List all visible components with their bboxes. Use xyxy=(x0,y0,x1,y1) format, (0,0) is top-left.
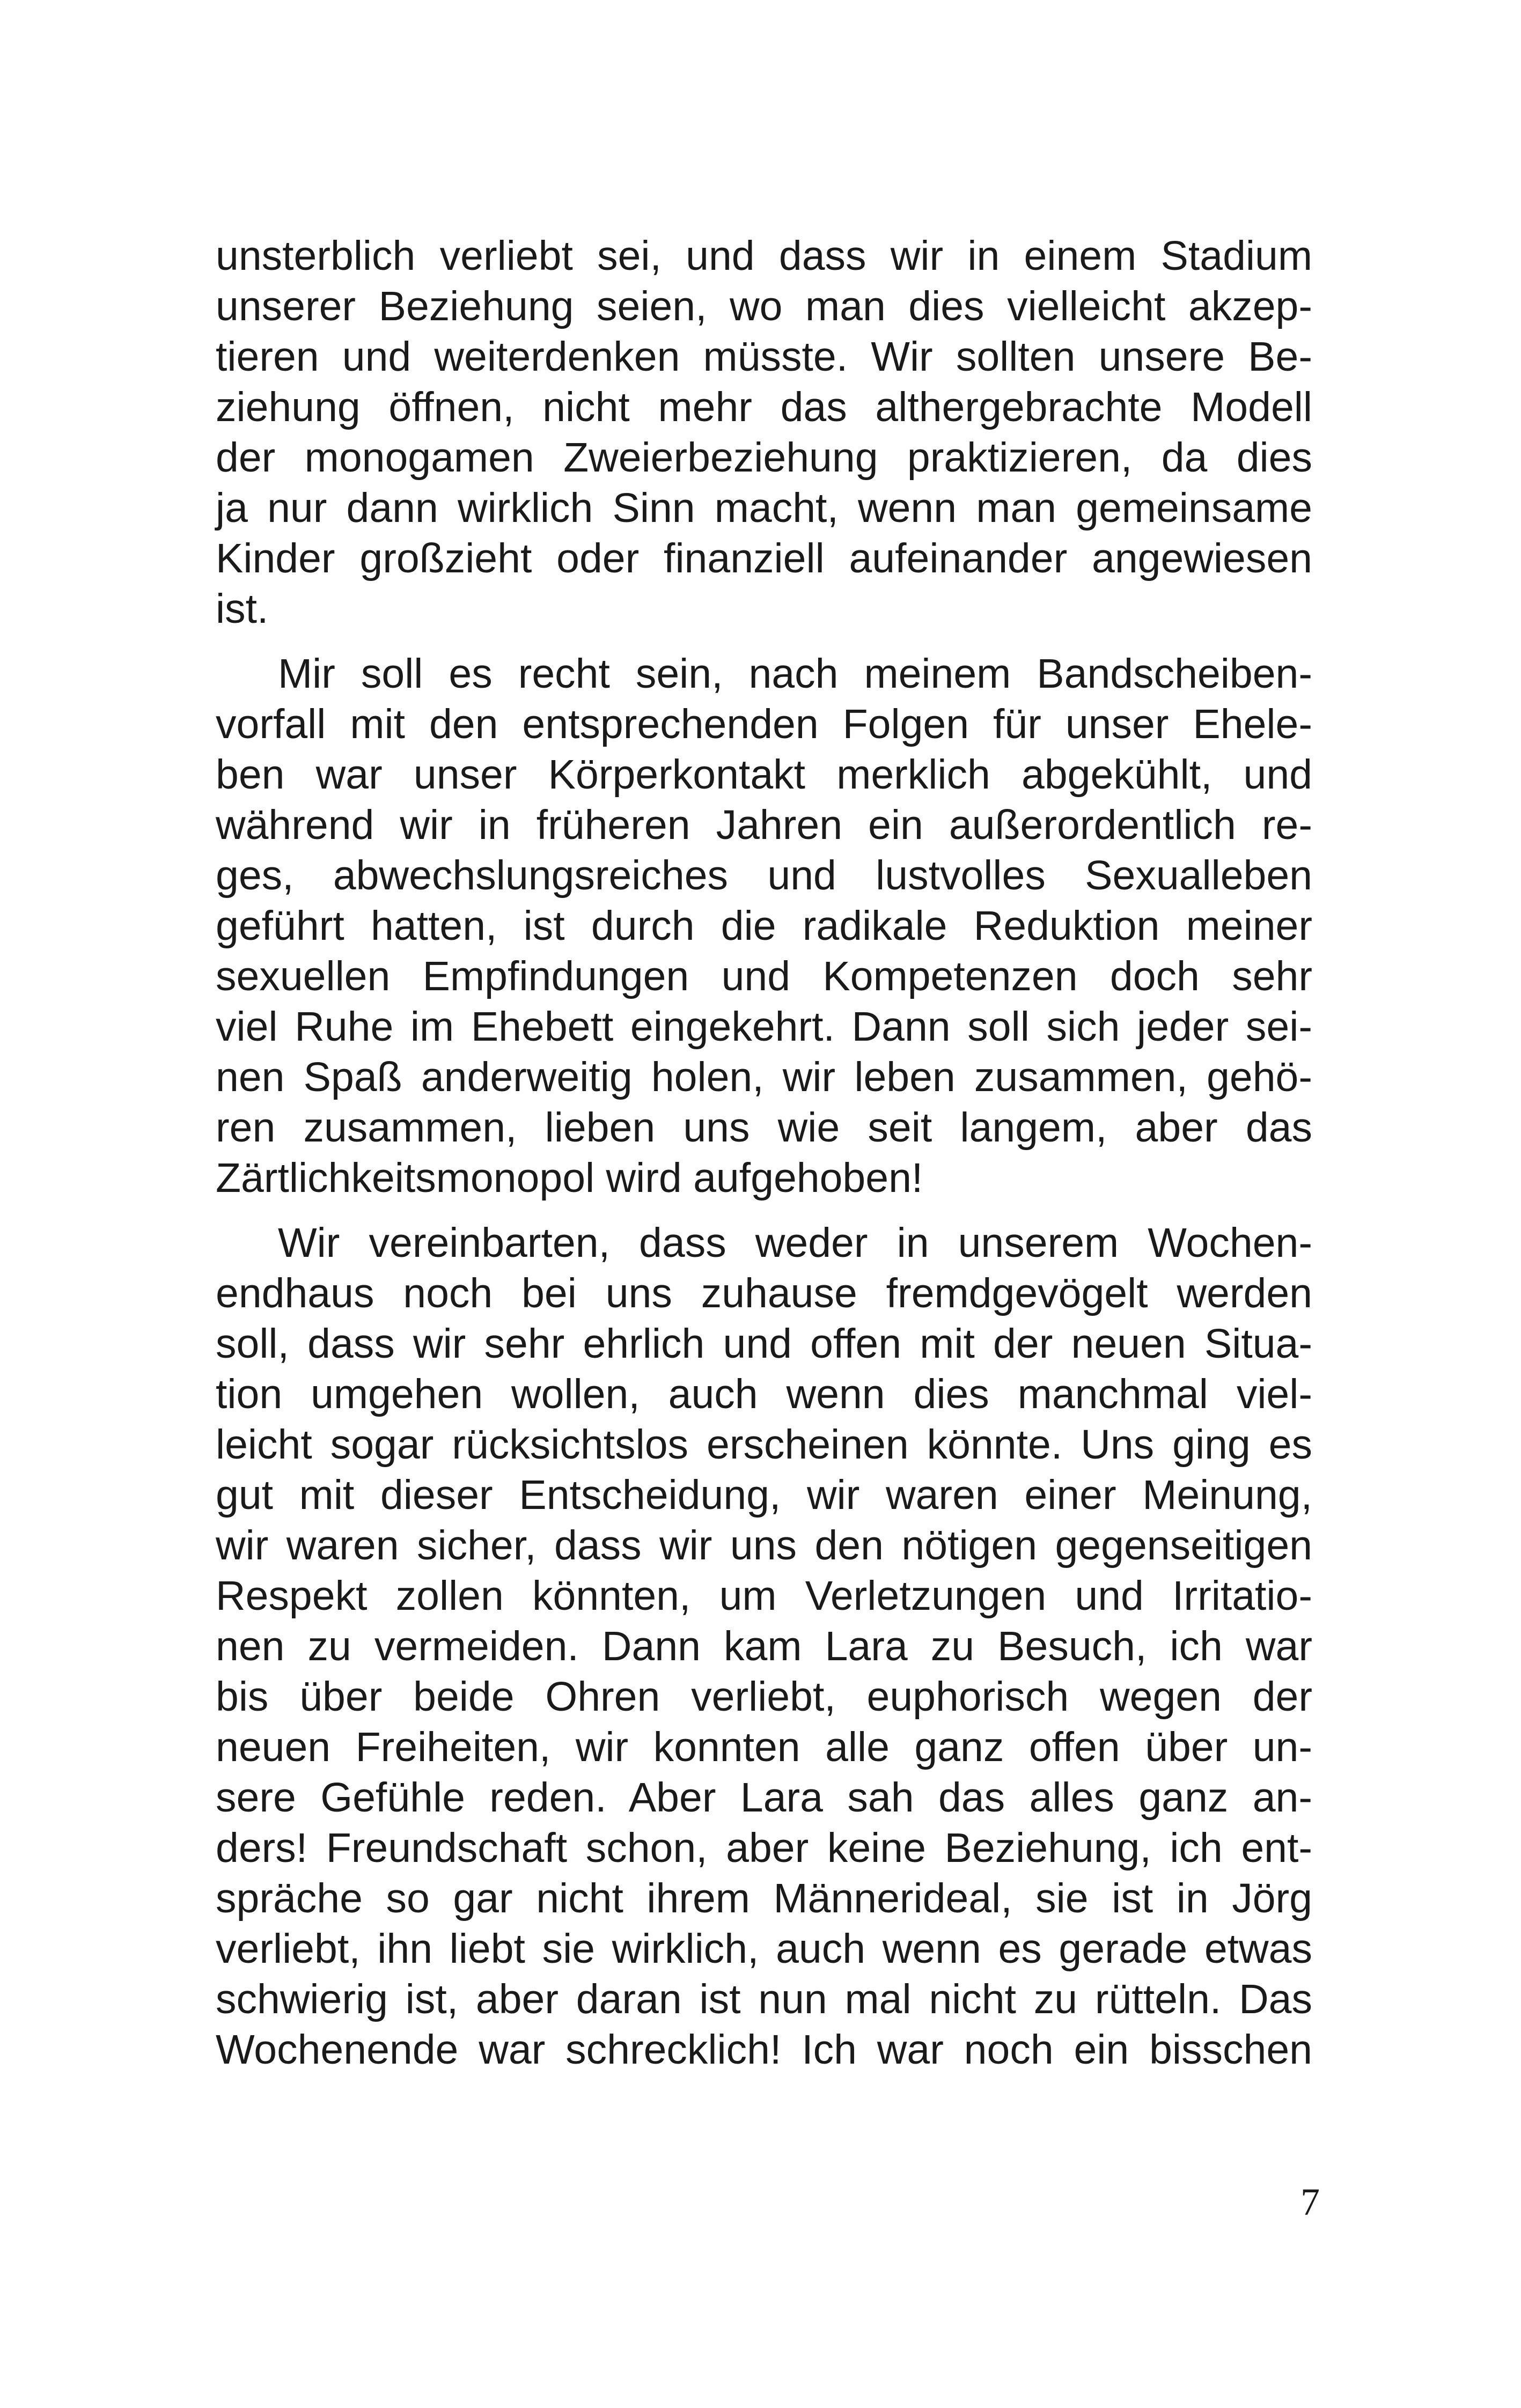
text-line: der monogamen Zweierbeziehung praktizieren, da dies xyxy=(216,435,1312,481)
text-line: schwierig ist, aber daran ist nun mal nicht zu rütteln. Das xyxy=(216,1976,1312,2022)
paragraph xyxy=(216,1218,1312,2075)
paragraph xyxy=(216,231,1312,634)
text-line: während wir in früheren Jahren ein außerordentlich re- xyxy=(216,802,1312,848)
body-text xyxy=(216,231,1312,2075)
text-line: ist. xyxy=(216,586,269,632)
text-line: gut mit dieser Entscheidung, wir waren einer Meinung, xyxy=(216,1472,1312,1518)
text-line: vorfall mit den entsprechenden Folgen für unser Ehele- xyxy=(216,701,1312,747)
text-line: sexuellen Empfindungen und Kompetenzen doch sehr xyxy=(216,953,1312,999)
text-line: viel Ruhe im Ehebett eingekehrt. Dann soll sich jeder sei- xyxy=(216,1004,1312,1050)
text-line: tion umgehen wollen, auch wenn dies manchmal viel- xyxy=(216,1371,1312,1417)
text-line: wir waren sicher, dass wir uns den nötigen gegenseitigen xyxy=(216,1522,1312,1568)
text-line: unsterblich verliebt sei, und dass wir in einem Stadium xyxy=(216,233,1312,279)
text-line: Respekt zollen könnten, um Verletzungen und Irritatio- xyxy=(216,1573,1312,1619)
page-number: 7 xyxy=(1300,2181,1320,2223)
text-line: endhaus noch bei uns zuhause fremdgevögelt werden xyxy=(216,1270,1312,1316)
text-line: soll, dass wir sehr ehrlich und offen mit der neuen Situa- xyxy=(216,1321,1312,1367)
text-line: unserer Beziehung seien, wo man dies vielleicht akzep- xyxy=(216,283,1312,329)
text-line: Mir soll es recht sein, nach meinem Bandscheiben- xyxy=(278,651,1312,697)
text-line: spräche so gar nicht ihrem Männerideal, sie ist in Jörg xyxy=(216,1875,1312,1921)
text-line: verliebt, ihn liebt sie wirklich, auch wenn es gerade etwas xyxy=(216,1926,1312,1972)
text-line: leicht sogar rücksichtslos erscheinen könnte. Uns ging es xyxy=(216,1422,1312,1468)
text-line: ja nur dann wirklich Sinn macht, wenn man gemeinsame xyxy=(216,485,1312,531)
text-line: bis über beide Ohren verliebt, euphorisch wegen der xyxy=(216,1674,1312,1720)
text-line: nen zu vermeiden. Dann kam Lara zu Besuch, ich war xyxy=(216,1623,1312,1669)
text-line: nen Spaß anderweitig holen, wir leben zusammen, gehö- xyxy=(216,1054,1312,1100)
text-line: ders! Freundschaft schon, aber keine Beziehung, ich ent- xyxy=(216,1825,1312,1871)
text-line: ziehung öffnen, nicht mehr das althergebrachte Modell xyxy=(216,384,1312,430)
text-line: tieren und weiterdenken müsste. Wir sollten unsere Be- xyxy=(216,334,1312,380)
text-line: ges, abwechslungsreiches und lustvolles Sexualleben xyxy=(216,852,1312,899)
text-line: Kinder großzieht oder finanziell aufeinander angewiesen xyxy=(216,535,1312,581)
text-line: sere Gefühle reden. Aber Lara sah das alles ganz an- xyxy=(216,1774,1312,1821)
text-line: Zärtlichkeitsmonopol wird aufgehoben! xyxy=(216,1155,923,1201)
text-line: ren zusammen, lieben uns wie seit langem, aber das xyxy=(216,1104,1312,1151)
text-line: neuen Freiheiten, wir konnten alle ganz offen über un- xyxy=(216,1724,1312,1770)
text-line: Wochenende war schrecklich! Ich war noch ein bisschen xyxy=(216,2027,1312,2073)
paragraph xyxy=(216,649,1312,1203)
text-line: Wir vereinbarten, dass weder in unserem Wochen- xyxy=(278,1220,1312,1266)
text-line: geführt hatten, ist durch die radikale Reduktion meiner xyxy=(216,903,1312,949)
text-line: ben war unser Körperkontakt merklich abgekühlt, und xyxy=(216,752,1312,798)
